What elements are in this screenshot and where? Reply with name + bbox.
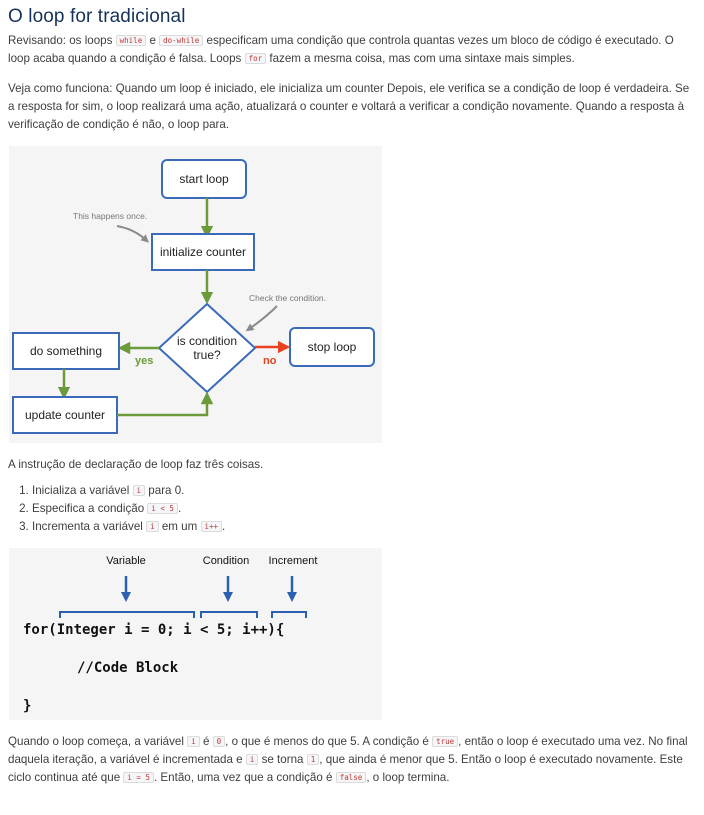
label-increment: Increment [268,555,318,567]
text: . [177,502,182,515]
three-things-paragraph: A instrução de declaração de loop faz três coisas. [8,458,264,471]
code-line-1: for(Integer i = 0; i < 5; i++){ [23,622,285,638]
inline-code: i [146,521,159,532]
bracket-increment [272,612,306,618]
text: para 0. [148,484,185,497]
list-item [32,518,696,536]
text: fazem a mesma coisa, mas com uma sintaxe mais simples. [269,52,575,65]
list-item [32,500,696,518]
text: Incrementa a variável [32,520,143,533]
condition-line2: true? [193,348,221,362]
no-label: no [263,355,277,367]
init-label: initialize counter [159,245,247,259]
text: especificam uma condição que controla quantas vezes um bloco de código é executado. O loop acaba quando a condição é falsa. Loops [8,34,674,65]
inline-code: for [245,53,267,64]
page-title: O loop for tradicional [8,6,186,27]
start-label: start loop [179,172,229,186]
text: em um [161,520,198,533]
arrow-loop-back [117,398,207,415]
inline-code: 0 [213,736,226,747]
inline-code: i [133,485,146,496]
text: se torna [261,753,304,766]
label-condition: Condition [202,555,250,567]
text: , o que é menos do que 5. A condição é [225,735,429,748]
note-once-arrow [117,226,146,240]
stop-label: stop loop [307,340,357,354]
conclusion-paragraph [8,733,696,787]
inline-code: i [246,754,259,765]
text: , então o loop é executado uma vez. No final daquela iteração, a variável é incrementada e [8,735,688,766]
list-item [32,482,696,500]
label-variable: Variable [106,555,146,567]
yes-label: yes [135,355,154,367]
inline-code: i = 5 [123,772,154,783]
text: e [149,34,156,47]
text: . [222,520,226,533]
condition-line1: is condition [176,334,238,348]
code-line-2: //Code Block [77,660,179,676]
inline-code: while [116,35,147,46]
explanation-paragraph: Veja como funciona: Quando um loop é iniciado, ele inicializa um counter Depois, ele verifica se a condição de loop é verdadeira. Se a resposta for sim, o loop realizará uma ação, atualizará o counter e voltará a verificar a condição novamente. Quando a resposta à verificação de condição é não, o loop para. [8,82,690,131]
text: Inicializa a variável [32,484,130,497]
inline-code: i < 5 [147,503,178,514]
inline-code: false [336,772,367,783]
for-syntax-figure [9,548,382,720]
text: é [202,735,210,748]
text: , que ainda é menor que 5. Então o loop é executado novamente. Este ciclo continua até que [8,753,683,784]
inline-code: do-while [159,35,203,46]
bracket-condition [201,612,257,618]
text: . Então, uma vez que a condição é [153,771,333,784]
do-something-label: do something [29,344,103,358]
inline-code: 1 [307,754,320,765]
note-once: This happens once. [73,211,148,221]
inline-code: i++ [201,521,223,532]
text: Quando o loop começa, a variável [8,735,184,748]
note-check: Check the condition. [249,293,327,303]
steps-list [8,482,696,536]
update-label: update counter [24,408,106,422]
inline-code: true [432,736,458,747]
note-check-arrow [249,306,277,329]
bracket-variable [60,612,194,618]
loop-flowchart [9,146,382,443]
text: Revisando: os loops [8,34,113,47]
text: , o loop termina. [366,771,450,784]
intro-paragraph [8,32,696,68]
inline-code: i [187,736,200,747]
code-line-3: } [23,698,32,714]
text: Especifica a condição [32,502,145,515]
